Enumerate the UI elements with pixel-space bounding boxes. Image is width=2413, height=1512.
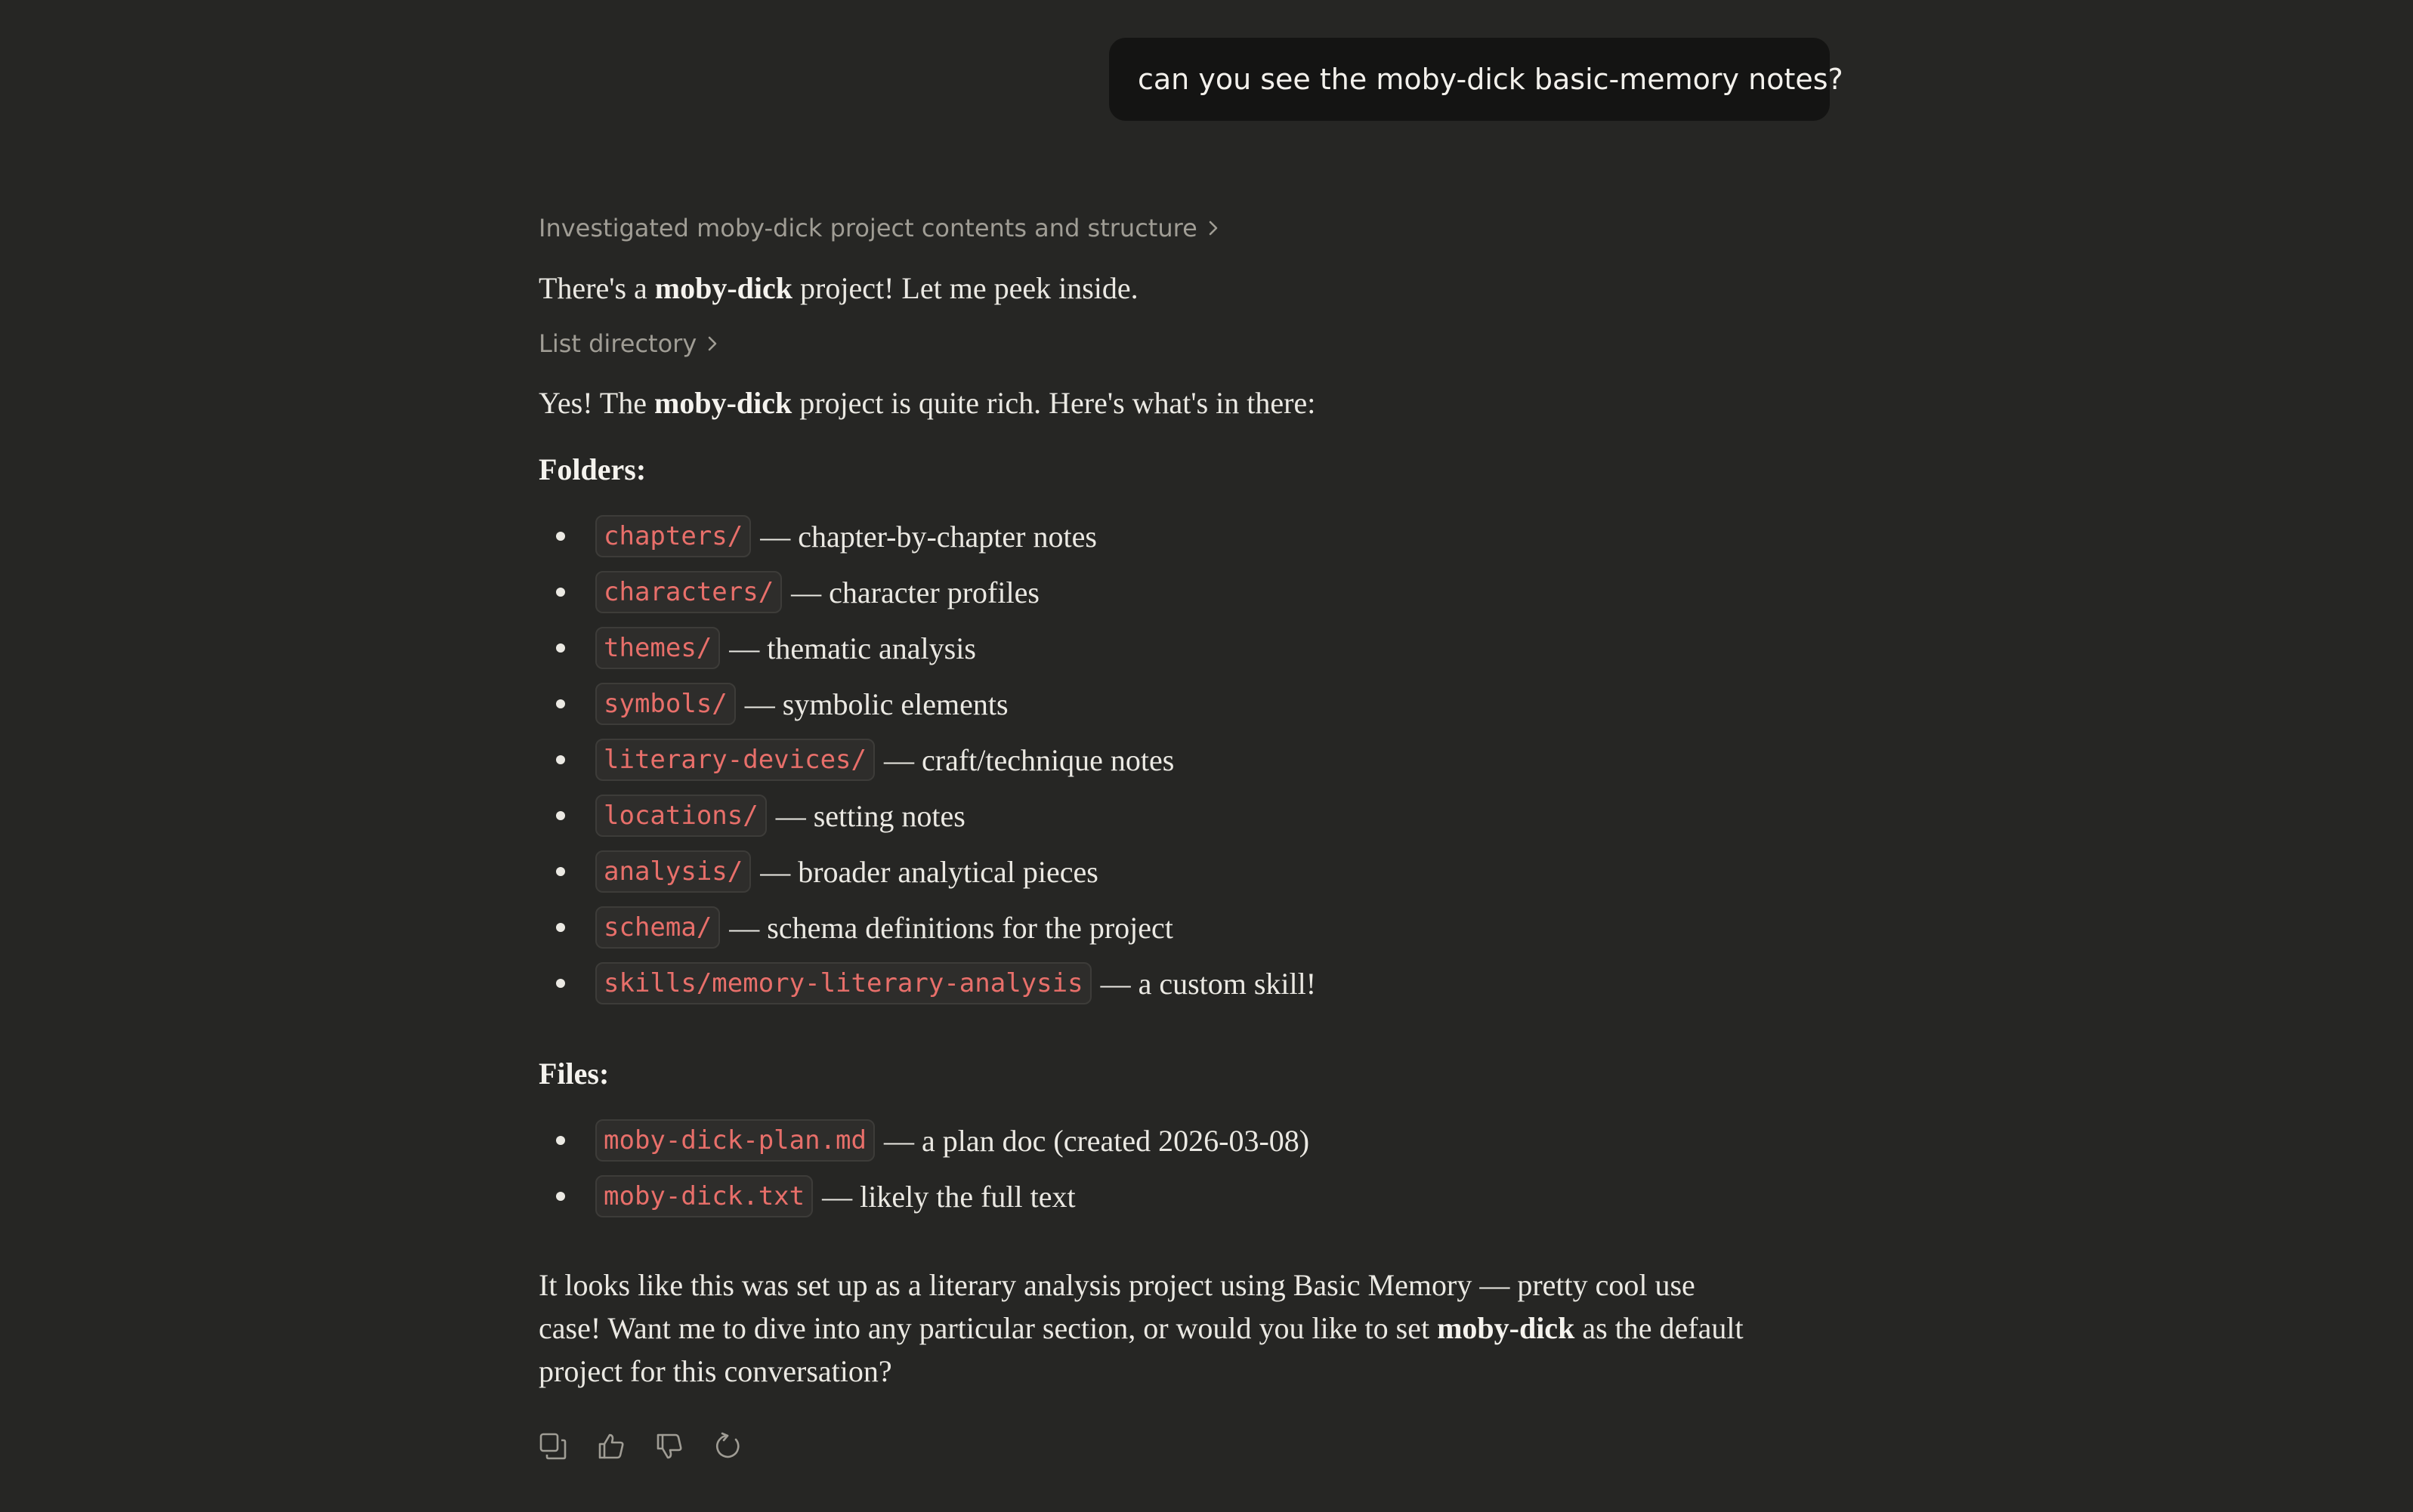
folder-description: — setting notes xyxy=(775,798,966,833)
closing-paragraph: It looks like this was set up as a literary analysis project using Basic Memory — pretty cool use case! Want me to dive into any particular section, or would you like to set moby-dick as the default project for this conversation? xyxy=(539,1268,1744,1388)
folder-name: symbols/ xyxy=(595,683,736,725)
folder-name: chapters/ xyxy=(595,515,751,557)
folder-description: — broader analytical pieces xyxy=(760,854,1098,889)
folder-description: — symbolic elements xyxy=(744,687,1009,721)
message-actions xyxy=(539,1432,742,1461)
file-list xyxy=(539,0,1763,1284)
list-item xyxy=(539,1174,1076,1218)
folder-name: literary-devices/ xyxy=(595,739,875,781)
folder-description: — character profiles xyxy=(791,575,1040,609)
folders-heading: Folders: xyxy=(539,452,647,486)
folder-name: locations/ xyxy=(595,795,767,837)
summary-paragraph: Yes! The moby-dick project is quite rich. Here's what's in there: xyxy=(539,386,1316,420)
thumbs-up-icon[interactable] xyxy=(597,1432,626,1461)
folder-description: — chapter-by-chapter notes xyxy=(760,519,1097,554)
tool-call-label: List directory xyxy=(539,329,697,358)
files-heading: Files: xyxy=(539,1057,610,1091)
thumbs-down-icon[interactable] xyxy=(655,1432,684,1461)
file-description: — a plan doc (created 2026-03-08) xyxy=(884,1123,1310,1158)
thinking-summary-label: Investigated moby-dick project contents and structure xyxy=(539,214,1197,242)
retry-icon[interactable] xyxy=(713,1432,742,1461)
bullet xyxy=(556,1192,565,1201)
folder-name: characters/ xyxy=(595,571,782,613)
folder-description: — craft/technique notes xyxy=(884,742,1175,777)
folder-description: — schema definitions for the project xyxy=(729,910,1173,945)
copy-icon[interactable] xyxy=(539,1432,567,1461)
bullet xyxy=(556,1136,565,1145)
project-name-bold: moby-dick xyxy=(1437,1311,1575,1345)
folder-name: schema/ xyxy=(595,906,720,949)
project-name-bold: moby-dick xyxy=(654,386,792,420)
folder-description: — thematic analysis xyxy=(729,631,976,665)
file-name: moby-dick.txt xyxy=(595,1175,813,1217)
file-name: moby-dick-plan.md xyxy=(595,1119,875,1162)
folder-name: skills/memory-literary-analysis xyxy=(595,962,1092,1004)
file-description: — likely the full text xyxy=(822,1179,1076,1214)
intro-paragraph: There's a moby-dick project! Let me peek inside. xyxy=(539,271,1139,305)
folder-name: themes/ xyxy=(595,627,720,669)
list-item xyxy=(539,1119,1309,1162)
folder-name: analysis/ xyxy=(595,850,751,893)
folder-description: — a custom skill! xyxy=(1100,966,1317,1001)
project-name-bold: moby-dick xyxy=(654,271,793,305)
user-message-text: can you see the moby-dick basic-memory notes? xyxy=(1138,63,1843,96)
